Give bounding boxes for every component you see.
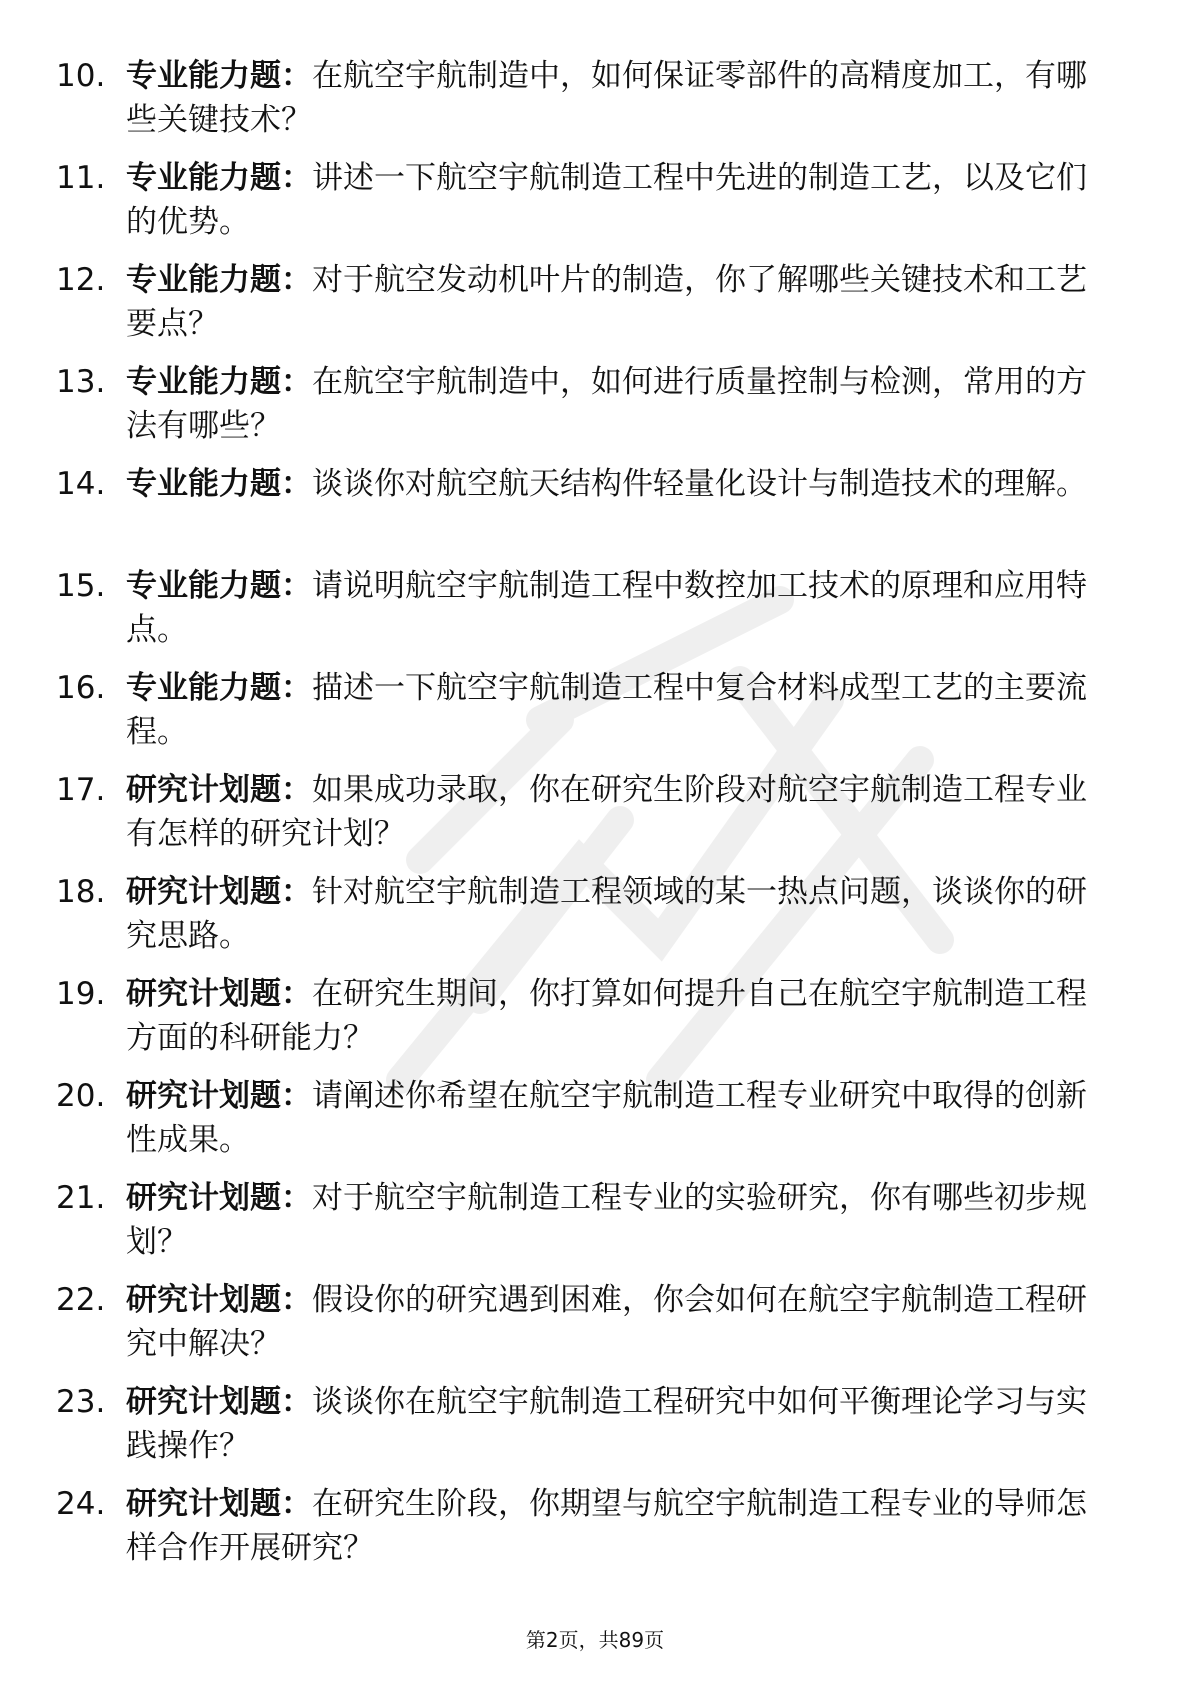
question-text: 在研究生阶段，你期望与航空宇航制造工程专业的导师怎样合作开展研究？ <box>126 1486 1087 1566</box>
question-number: 17. <box>56 772 106 808</box>
question-type: 专业能力题： <box>126 58 312 94</box>
question-number: 23. <box>56 1384 106 1420</box>
question-text: 在研究生期间，你打算如何提升自己在航空宇航制造工程方面的科研能力？ <box>126 976 1087 1056</box>
question-number: 20. <box>56 1078 106 1114</box>
question-item <box>56 54 1116 142</box>
question-number: 13. <box>56 364 106 400</box>
question-type: 专业能力题： <box>126 364 312 400</box>
question-item <box>56 1380 1116 1468</box>
question-text-block <box>126 870 1116 958</box>
question-text: 在航空宇航制造中，如何保证零部件的高精度加工，有哪些关键技术？ <box>126 58 1087 138</box>
question-text-block <box>126 156 1116 244</box>
question-number: 15. <box>56 568 106 604</box>
question-number: 16. <box>56 670 106 706</box>
question-item <box>56 870 1116 958</box>
question-type: 研究计划题： <box>126 976 312 1012</box>
question-text: 在航空宇航制造中，如何进行质量控制与检测，常用的方法有哪些？ <box>126 364 1087 444</box>
question-item <box>56 666 1116 754</box>
question-text-block <box>126 462 1116 506</box>
question-item <box>56 1074 1116 1162</box>
question-type: 研究计划题： <box>126 1180 312 1216</box>
question-number: 21. <box>56 1180 106 1216</box>
question-type: 研究计划题： <box>126 1078 312 1114</box>
question-item <box>56 360 1116 448</box>
question-text: 描述一下航空宇航制造工程中复合材料成型工艺的主要流程。 <box>126 670 1087 750</box>
page-number-footer: 第2页，共89页 <box>525 1628 665 1652</box>
question-type: 专业能力题： <box>126 670 312 706</box>
question-type: 专业能力题： <box>126 466 312 502</box>
question-number: 18. <box>56 874 106 910</box>
question-number: 19. <box>56 976 106 1012</box>
question-text: 谈谈你在航空宇航制造工程研究中如何平衡理论学习与实践操作？ <box>126 1384 1087 1464</box>
question-text-block <box>126 1176 1116 1264</box>
question-text-block <box>126 768 1116 856</box>
question-number: 12. <box>56 262 106 298</box>
question-item <box>56 156 1116 244</box>
question-type: 研究计划题： <box>126 772 312 808</box>
question-text-block <box>126 564 1116 652</box>
question-number: 10. <box>56 58 106 94</box>
question-item <box>56 972 1116 1060</box>
question-type: 研究计划题： <box>126 1282 312 1318</box>
question-type: 研究计划题： <box>126 1384 312 1420</box>
question-text-block <box>126 1278 1116 1366</box>
question-item <box>56 768 1116 856</box>
question-number: 14. <box>56 466 106 502</box>
question-number: 22. <box>56 1282 106 1318</box>
question-type: 研究计划题： <box>126 874 312 910</box>
question-text-block <box>126 666 1116 754</box>
question-text-block <box>126 1074 1116 1162</box>
question-type: 专业能力题： <box>126 262 312 298</box>
question-text: 如果成功录取，你在研究生阶段对航空宇航制造工程专业有怎样的研究计划？ <box>126 772 1087 852</box>
question-text: 讲述一下航空宇航制造工程中先进的制造工艺，以及它们的优势。 <box>126 160 1087 240</box>
question-text: 请说明航空宇航制造工程中数控加工技术的原理和应用特点。 <box>126 568 1087 648</box>
question-type: 研究计划题： <box>126 1486 312 1522</box>
question-text: 对于航空发动机叶片的制造，你了解哪些关键技术和工艺要点？ <box>126 262 1087 342</box>
question-text-block <box>126 972 1116 1060</box>
question-item <box>56 258 1116 346</box>
question-item <box>56 1176 1116 1264</box>
question-text-block <box>126 54 1116 142</box>
question-item <box>56 1278 1116 1366</box>
question-number: 24. <box>56 1486 106 1522</box>
question-type: 专业能力题： <box>126 160 312 196</box>
question-number: 11. <box>56 160 106 196</box>
question-text-block <box>126 258 1116 346</box>
question-item <box>56 1482 1116 1570</box>
question-item <box>56 462 1116 550</box>
question-type: 专业能力题： <box>126 568 312 604</box>
question-text-block <box>126 360 1116 448</box>
question-text: 对于航空宇航制造工程专业的实验研究，你有哪些初步规划？ <box>126 1180 1087 1260</box>
question-text: 针对航空宇航制造工程领域的某一热点问题，谈谈你的研究思路。 <box>126 874 1087 954</box>
question-text: 请阐述你希望在航空宇航制造工程专业研究中取得的创新性成果。 <box>126 1078 1087 1158</box>
question-text: 假设你的研究遇到困难，你会如何在航空宇航制造工程研究中解决？ <box>126 1282 1087 1362</box>
question-list <box>56 54 1116 1584</box>
question-text: 谈谈你对航空航天结构件轻量化设计与制造技术的理解。 <box>312 466 1087 502</box>
question-item <box>56 564 1116 652</box>
question-text-block <box>126 1380 1116 1468</box>
question-text-block <box>126 1482 1116 1570</box>
